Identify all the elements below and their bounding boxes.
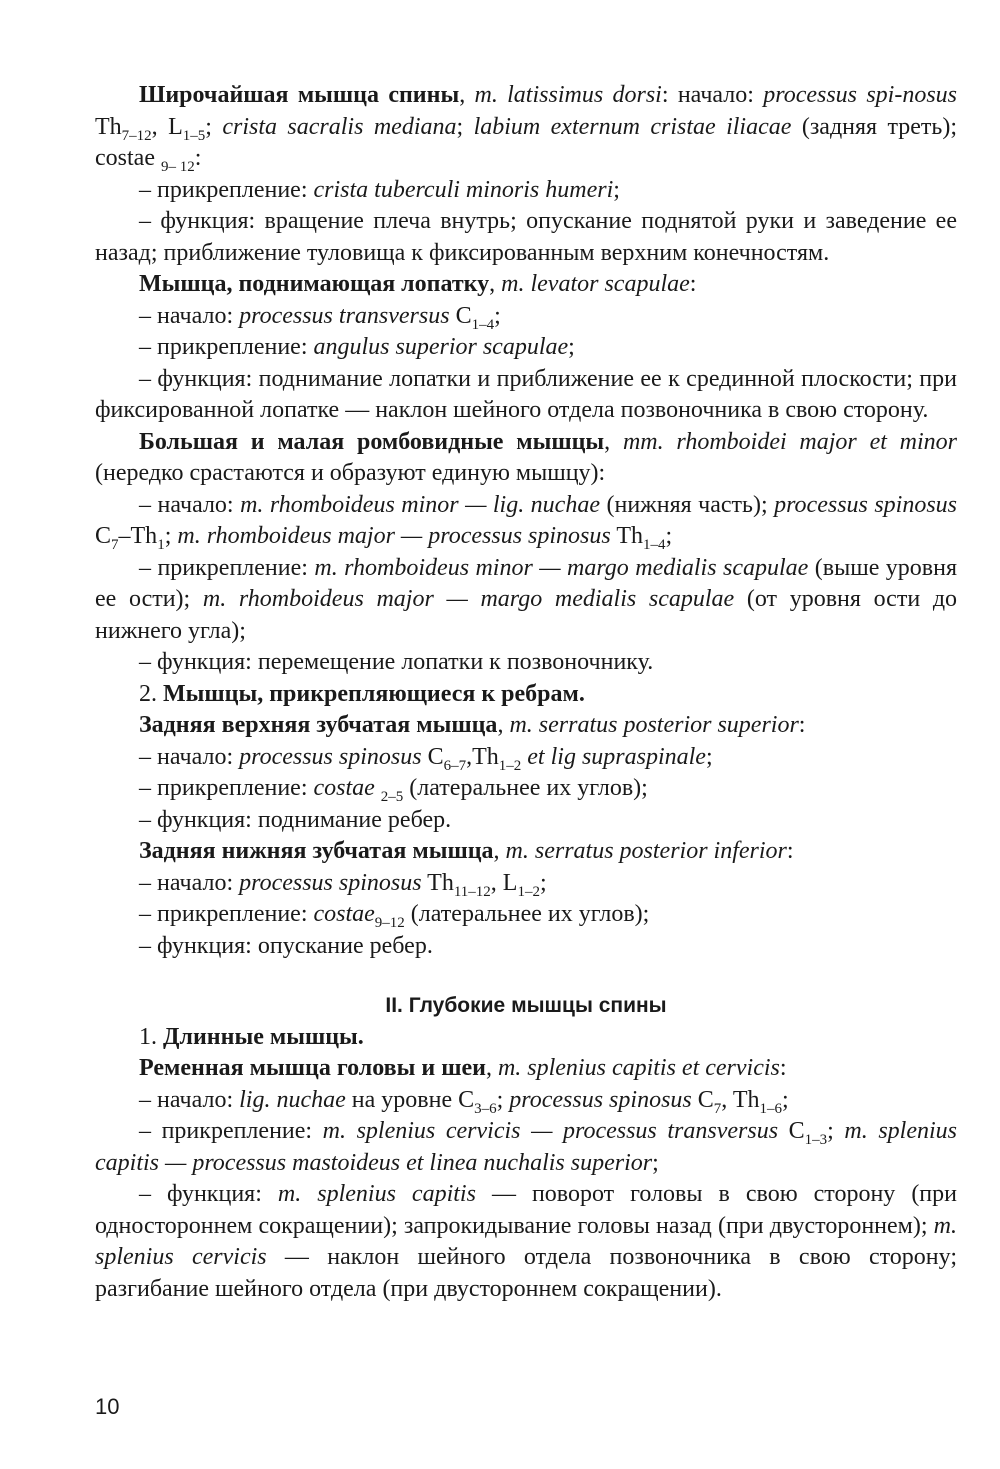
origin-major: m. rhomboideus major — processus spinosus (177, 523, 611, 549)
serratus-sup-title: Задняя верхняя зубчатая мышца (139, 712, 498, 738)
insertion-label: – прикрепление: (139, 901, 308, 927)
function-cervicis-text: — наклон шейного отдела позвоночника в свою сторону; разгибание шейного отдела (при двустороннем сокращении). (95, 1244, 957, 1302)
rhomboid-origin: – начало: m. rhomboideus minor — lig. nuchae (нижняя часть); processus spinosus $C_7-Th_1$; m. rhomboideus major — processus spinosus $Th_{1-4}$; (95, 491, 958, 553)
levator-origin: – начало: processus transversus $C_{1-4}$; (139, 302, 501, 333)
vertebra-c: C (788, 1118, 805, 1144)
vertebra-c: C (458, 1086, 475, 1113)
origin-label: – начало: (139, 743, 234, 770)
function-label: – функция: (139, 1181, 262, 1207)
costae-range: 2–5 (380, 789, 404, 805)
page-number: 10 (95, 1394, 120, 1419)
serratus-inf-title: Задняя нижняя зубчатая мышца (139, 838, 494, 864)
origin-text: lig. nuchae (239, 1086, 346, 1113)
insertion-cervicis: m. splenius cervicis — processus transversus (322, 1118, 779, 1144)
rhomboid-function: – функция: перемещение лопатки к позвоночнику. (139, 649, 654, 675)
rhomboid-title: Большая и малая ромбовидные мышцы (139, 428, 605, 455)
vertebra-c: C (95, 523, 112, 549)
splenius-heading: Ременная мышца головы и шеи, m. splenius capitis et cervicis: (139, 1055, 787, 1081)
vertebra-c: C (455, 302, 472, 329)
rhomboid-insertion (95, 553, 957, 648)
origin-minor: m. rhomboideus minor — lig. nuchae (240, 491, 600, 518)
costae-text: costae (313, 775, 375, 801)
long-muscles-heading (95, 1022, 957, 1054)
section-gap (95, 962, 957, 990)
insertion-minor-note: (выше уровня ее ости); (95, 554, 957, 612)
vertebra-range: 1 (157, 537, 165, 553)
insertion-label: – прикрепление: (139, 775, 308, 801)
origin-label: – начало: (139, 491, 234, 518)
vertebra-range: 1–6 (759, 1100, 783, 1117)
vertebra-range: 7–12 (121, 127, 152, 144)
latissimus-latin: m. latissimus dorsi (474, 82, 662, 108)
serratus-sup-heading: Задняя верхняя зубчатая мышца, m. serratus posterior superior: (139, 712, 806, 738)
insertion-label: – прикрепление: (139, 176, 308, 203)
latissimus-labium: labium externum cristae iliacae (473, 113, 792, 140)
serratus-inf-latin: m. serratus posterior inferior (505, 838, 787, 864)
serratus-inf-origin: – начало: processus spinosus $Th_{11-12}$, $L_{1-2}$; (139, 869, 547, 900)
vertebra-range: 1–4 (471, 316, 495, 333)
vertebra-th: Th (130, 523, 158, 549)
vertebra-c: C (427, 743, 444, 770)
origin-text: processus spinosus (239, 869, 422, 896)
vertebra-range: 1–5 (182, 127, 206, 144)
origin-level: на уровне (351, 1086, 453, 1113)
latissimus-function: – функция: вращение плеча внутрь; опускание поднятой руки и заведение ее назад; приближение туловища к фиксированным верхним конечностям. (95, 208, 957, 266)
vertebra-th: Th (732, 1086, 760, 1113)
insertion-label: – прикрепление: (139, 554, 308, 581)
origin-label: – начало: (139, 302, 234, 329)
function-capitis: m. splenius capitis (277, 1181, 476, 1207)
page-content (95, 80, 957, 1305)
insertion-note: (латеральнее их углов); (409, 775, 648, 801)
insertion-label: – прикрепление: (139, 1118, 313, 1144)
rhomboid-note: (нередко срастаются и образуют единую мышцу): (95, 460, 606, 486)
levator-latin: m. levator scapulae (501, 271, 690, 297)
vertebra-range: 1–4 (642, 537, 666, 553)
insertion-text: angulus superior scapulae (313, 334, 569, 360)
latissimus-origin: processus spi-nosus (763, 82, 958, 108)
vertebra-l: L (502, 869, 518, 896)
vertebra-c: C (697, 1086, 714, 1113)
insertion-label: – прикрепление: (139, 334, 308, 360)
rhomboid-latin: mm. rhomboidei major et minor (622, 428, 958, 455)
vertebra-range: 11–12 (453, 883, 491, 900)
serratus-inf-insertion (95, 899, 957, 931)
vertebra-range: 1–2 (498, 757, 522, 774)
origin-proc: processus spinosus (509, 1086, 692, 1113)
costae-range: 9–12 (374, 915, 405, 931)
serratus-sup-latin: m. serratus posterior superior (509, 712, 799, 738)
splenius-title: Ременная мышца головы и шеи (139, 1055, 486, 1081)
vertebra-th: Th (95, 113, 122, 140)
splenius-latin: m. splenius capitis et cervicis (497, 1055, 780, 1081)
splenius-origin: – начало: lig. nuchae на уровне $C_{3-6}$; processus spinosus $C_7$, $Th_{1-6}$; (139, 1086, 789, 1117)
vertebra-range: 1–3 (804, 1132, 828, 1148)
serratus-sup-origin: – начало: processus spinosus $C_{6-7},Th_{1-2}$ et lig supraspinale; (139, 743, 713, 774)
splenius-insertion: – прикрепление: m. splenius cervicis — processus transversus $C_{1-3}$; m. splenius capitis — processus mastoideus et linea nuchalis superior; (95, 1118, 958, 1176)
serratus-inf-heading: Задняя нижняя зубчатая мышца, m. serratus posterior inferior: (139, 838, 794, 864)
ribs-group-heading (95, 679, 957, 711)
latissimus-insertion: – прикрепление: crista tuberculi minoris humeri; (139, 176, 620, 203)
levator-title: Мышца, поднимающая лопатку (139, 271, 490, 297)
function-capitis-text: — поворот головы в свою сторону (при одностороннем сокращении); запрокидывание головы назад (при двустороннем); (95, 1181, 957, 1239)
vertebra-range: 6–7 (443, 757, 467, 774)
vertebra-range: 7 (111, 537, 119, 553)
origin-tail: et lig supraspinale (527, 743, 706, 770)
vertebra-range: 1–2 (517, 883, 540, 900)
list-number: 2. (139, 680, 157, 707)
origin-proc: processus spinosus (774, 491, 958, 518)
section-heading: II. Глубокие мышцы спины (385, 994, 667, 1017)
levator-heading: Мышца, поднимающая лопатку, m. levator scapulae: (139, 271, 697, 297)
origin-minor-note: (нижняя часть); (606, 491, 768, 518)
ribs-title: Мышцы, прикрепляющиеся к ребрам. (163, 680, 585, 707)
insertion-major: m. rhomboideus major — margo medialis scapulae (202, 586, 735, 612)
origin-text: processus spinosus (239, 743, 422, 770)
insertion-minor: m. rhomboideus minor — margo medialis scapulae (314, 554, 809, 581)
vertebra-range: 3–6 (474, 1100, 497, 1117)
costae-range: 9– 12 (160, 159, 195, 175)
costae-text: costae (313, 901, 375, 927)
vertebra-l: L (168, 113, 183, 140)
serratus-sup-insertion (95, 773, 957, 805)
levator-insertion: – прикрепление: angulus superior scapulae; (139, 334, 575, 360)
vertebra-range: 7 (713, 1100, 722, 1117)
insertion-capitis: m. splenius capitis — processus mastoideus et linea nuchalis superior (95, 1118, 958, 1176)
origin-text: processus transversus (239, 302, 450, 329)
serratus-inf-function: – функция: опускание ребер. (139, 932, 433, 959)
serratus-sup-function: – функция: поднимание ребер. (139, 806, 452, 833)
vertebra-th: Th (472, 743, 499, 770)
insertion-major-note: (от уровня ости до нижнего угла); (95, 586, 958, 644)
list-number: 1. (139, 1023, 157, 1050)
origin-label: – начало: (139, 869, 234, 896)
insertion-text: crista tuberculi minoris humeri (313, 176, 614, 203)
function-cervicis: m. splenius cervicis (95, 1212, 958, 1270)
latissimus-origin-paragraph: Широчайшая мышца спины, m. latissimus dorsi: начало: processus spi-nosus $Th_{7-12}$, $L_{1-5}$; crista sacralis mediana; labium externum cristae iliacae (задняя треть); costae $_{9- 12}$: (95, 82, 958, 175)
latissimus-third: (задняя треть); costae (95, 113, 958, 171)
vertebra-th: Th (616, 523, 643, 549)
long-muscles-title: Длинные мышцы. (163, 1023, 364, 1050)
rhomboid-heading: Большая и малая ромбовидные мышцы, mm. rhomboidei major et minor (нередко срастаются и образуют единую мышцу): (95, 428, 958, 486)
levator-function: – функция: поднимание лопатки и приближение ее к срединной плоскости; при фиксированной лопатке — наклон шейного отдела позвоночника в свою сторону. (95, 365, 957, 423)
insertion-note: (латеральнее их углов); (410, 901, 650, 927)
latissimus-title: Широчайшая мышца спины (139, 82, 460, 108)
vertebra-th: Th (427, 869, 454, 896)
origin-label: – начало: (139, 1086, 234, 1113)
origin-label: начало: (677, 82, 754, 108)
splenius-function (95, 1179, 957, 1305)
latissimus-crista: crista sacralis mediana (222, 113, 457, 140)
